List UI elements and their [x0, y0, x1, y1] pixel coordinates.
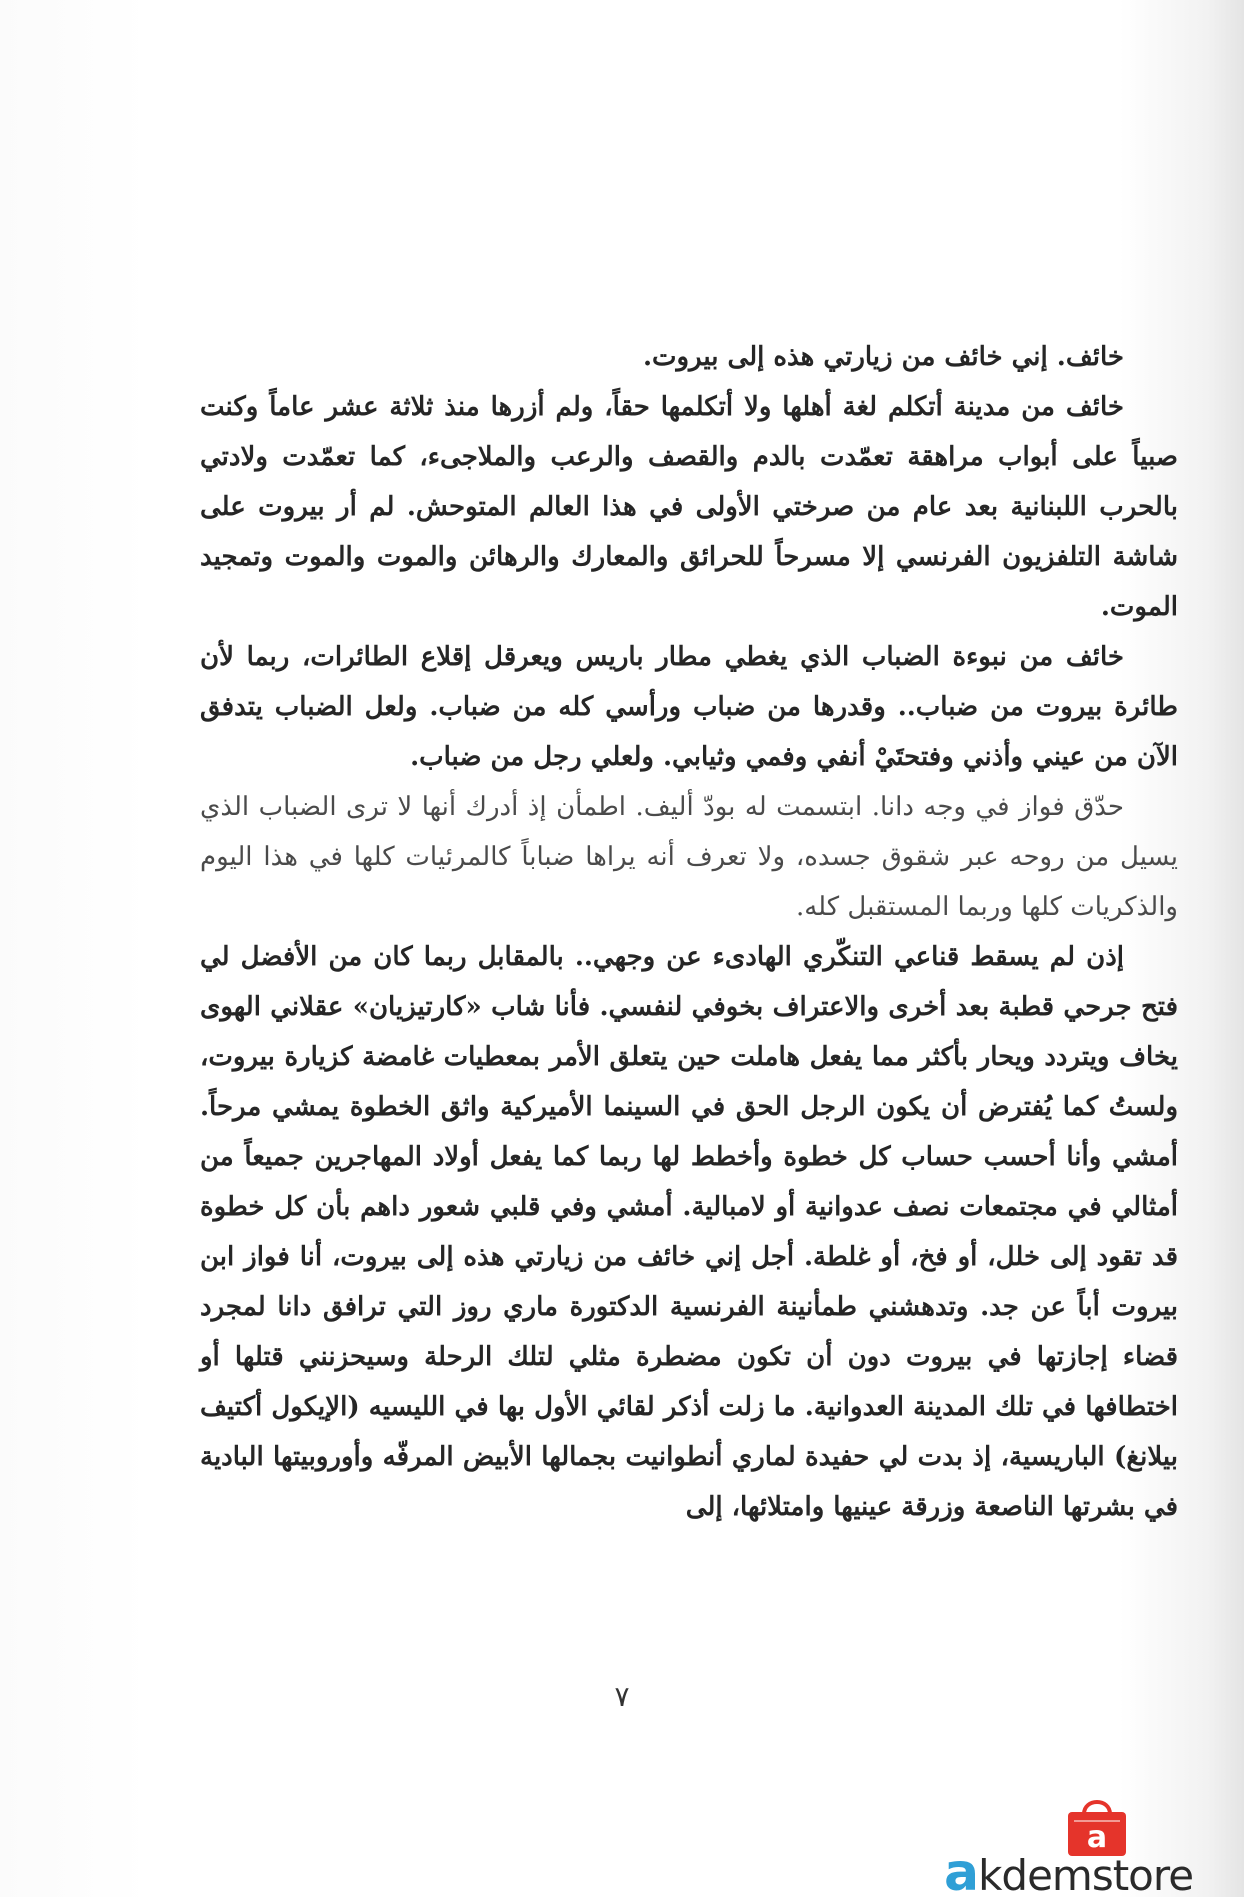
paragraph-3: خائف من نبوءة الضباب الذي يغطي مطار باريس ويعرقل إقلاع الطائرات، ربما لأن طائرة بيروت من ضباب.. وقدرها من ضباب ورأسي كله من ضباب. ولعل الضباب يتدفق الآن من عيني وأذني وفتحتَيْ أنفي وفمي وثيابي. ولعلي رجل من ضباب. — [200, 642, 1178, 772]
shopping-bag-icon — [1062, 1792, 1132, 1858]
body-text — [200, 332, 1178, 1532]
akdemstore-watermark — [944, 1792, 1244, 1903]
badge-letter: a — [1086, 1820, 1108, 1855]
paragraph-1: خائف. إني خائف من زيارتي هذه إلى بيروت. — [642, 342, 1124, 372]
brand-name: kdemstore — [978, 1851, 1194, 1900]
paragraph-5: إذن لم يسقط قناعي التنكّري الهادىء عن وجهي.. بالمقابل ربما كان من الأفضل لي فتح جرحي قطبة بعد أخرى والاعتراف بخوفي لنفسي. فأنا شاب «كارتيزيان» عقلاني الهوى يخاف ويتردد ويحار بأكثر مما يفعل هاملت حين يتعلق الأمر بمعطيات غامضة كزيارة بيروت، ولستُ كما يُفترض أن يكون الرجل الحق في السينما الأميركية واثق الخطوة يمشي مرحاً. أمشي وأنا أحسب حساب كل خطوة وأخطط لها ربما كما يفعل أولاد المهاجرين جميعاً من أمثالي في مجتمعات نصف عدوانية أو لامبالية. أمشي وفي قلبي شعور داهم بأن كل خطوة قد تقود إلى خلل، أو فخ، أو غلطة. أجل إني خائف من زيارتي هذه إلى بيروت، أنا فواز ابن بيروت أباً عن جد. وتدهشني طمأنينة الفرنسية الدكتورة ماري روز التي ترافق دانا لمجرد قضاء إجازتها في بيروت دون أن تكون مضطرة مثلي لتلك الرحلة وسيحزنني قتلها أو اختطافها في تلك المدينة العدوانية. ما زلت أذكر لقائي الأول بها في الليسيه (الإيكول أكتيف بيلانغ) الباريسية، إذ بدت لي حفيدة لماري أنطوانيت بجمالها الأبيض المرفّه وأوروبيتها البادية في بشرتها الناصعة وزرقة عينيها وامتلائها، إلى — [200, 942, 1179, 1522]
brand-wordmark — [944, 1843, 1194, 1903]
brand-initial: a — [944, 1843, 979, 1903]
page-number: ٧ — [614, 1680, 630, 1713]
paragraph-2: خائف من مدينة أتكلم لغة أهلها ولا أتكلمها حقاً، ولم أزرها منذ ثلاثة عشر عاماً وكنت صبياً على أبواب مراهقة تعمّدت بالدم والقصف والرعب والملاجىء، كما تعمّدت ولادتي بالحرب اللبنانية بعد عام من صرختي الأولى في هذا العالم المتوحش. لم أر بيروت على شاشة التلفزيون الفرنسي إلا مسرحاً للحرائق والمعارك والرهائن والموت والموت وتمجيد الموت. — [200, 392, 1178, 622]
paragraph-4: حدّق فواز في وجه دانا. ابتسمت له بودّ أليف. اطمأن إذ أدرك أنها لا ترى الضباب الذي يسيل من روحه عبر شقوق جسده، ولا تعرف أنه يراها ضباباً كالمرئيات كلها في هذا اليوم والذكريات كلها وربما المستقبل كله. — [200, 792, 1178, 922]
